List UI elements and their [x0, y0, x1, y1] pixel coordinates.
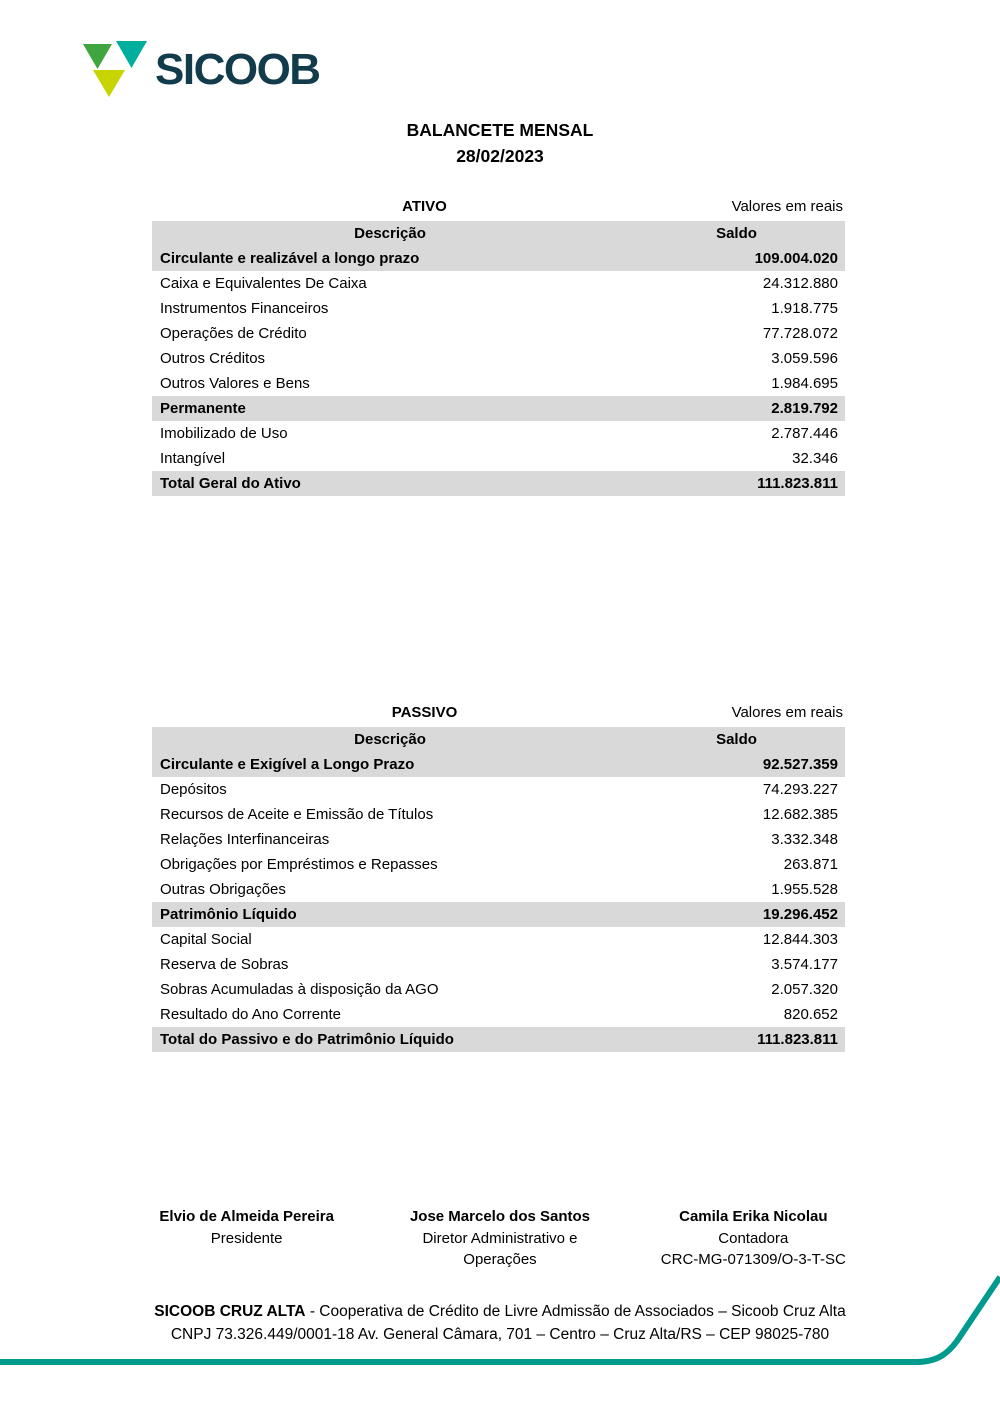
table-row [152, 246, 845, 271]
table-row [152, 952, 845, 977]
table-row [152, 752, 845, 777]
footer-line-1 [0, 1300, 1000, 1323]
row-value: 111.823.811 [757, 1031, 838, 1048]
column-header-description: Descrição [354, 225, 426, 242]
signature-name: Camila Erika Nicolau [679, 1208, 828, 1225]
row-value: 263.871 [783, 856, 838, 873]
table-row [152, 927, 845, 952]
passivo-table [152, 701, 845, 1052]
row-label: Instrumentos Financeiros [160, 300, 329, 317]
column-header-balance: Saldo [716, 225, 757, 242]
signature [627, 1206, 880, 1271]
row-label: Recursos de Aceite e Emissão de Títulos [160, 806, 434, 823]
brand-name: SICOOB [155, 44, 320, 94]
row-label: Relações Interfinanceiras [160, 831, 330, 848]
column-header-balance: Saldo [716, 731, 757, 748]
row-value: 12.682.385 [762, 806, 838, 823]
row-label: Patrimônio Líquido [160, 906, 297, 923]
row-value: 1.984.695 [771, 375, 838, 392]
ativo-table [152, 195, 845, 496]
row-value: 77.728.072 [762, 325, 838, 342]
table-row [152, 371, 845, 396]
table-row [152, 802, 845, 827]
row-label: Permanente [160, 400, 246, 417]
sicoob-logo [83, 38, 320, 100]
table-row [152, 877, 845, 902]
row-value: 111.823.811 [757, 475, 838, 492]
row-label: Total Geral do Ativo [160, 475, 301, 492]
table-row [152, 271, 845, 296]
unit-note: Valores em reais [731, 704, 843, 721]
row-value: 24.312.880 [762, 275, 838, 292]
row-label: Outros Valores e Bens [160, 375, 310, 392]
ativo-caption [152, 195, 845, 221]
title-line: BALANCETE MENSAL [406, 120, 594, 140]
row-value: 2.787.446 [771, 425, 838, 442]
table-row [152, 296, 845, 321]
table-row [152, 321, 845, 346]
signature-role: CRC-MG-071309/O-3-T-SC [660, 1251, 846, 1268]
row-value: 74.293.227 [762, 781, 838, 798]
row-label: Resultado do Ano Corrente [160, 1006, 341, 1023]
signature-block [120, 1206, 880, 1271]
row-value: 32.346 [792, 450, 838, 467]
signature [373, 1206, 626, 1271]
row-label: Reserva de Sobras [160, 956, 289, 973]
table-row [152, 852, 845, 877]
table-row [152, 396, 845, 421]
signature-name: Jose Marcelo dos Santos [409, 1208, 591, 1225]
signature-role: Diretor Administrativo e [422, 1229, 578, 1247]
table-row [152, 827, 845, 852]
row-value: 3.059.596 [771, 350, 838, 367]
signature-role: Contadora [718, 1229, 789, 1247]
table-header [152, 727, 845, 752]
footer-line-2: CNPJ 73.326.449/0001-18 Av. General Câmara, 701 – Centro – Cruz Alta/RS – CEP 98025-780 [170, 1326, 830, 1343]
footer-coop-description: - Cooperativa de Crédito de Livre Admissão de Associados – Sicoob Cruz Alta [305, 1303, 846, 1320]
row-label: Sobras Acumuladas à disposição da AGO [160, 981, 439, 998]
row-value: 12.844.303 [762, 931, 838, 948]
table-row [152, 1002, 845, 1027]
row-value: 2.819.792 [771, 400, 838, 417]
row-label: Operações de Crédito [160, 325, 307, 342]
row-label: Total do Passivo e do Patrimônio Líquido [160, 1031, 454, 1048]
signature-role: Presidente [210, 1229, 283, 1247]
document-title [0, 117, 1000, 169]
table-row [152, 977, 845, 1002]
row-label: Depósitos [160, 781, 227, 798]
section-title: PASSIVO [391, 704, 458, 721]
row-value: 19.296.452 [762, 906, 838, 923]
unit-note: Valores em reais [731, 198, 843, 215]
row-value: 3.574.177 [771, 956, 838, 973]
row-label: Circulante e Exigível a Longo Prazo [160, 756, 415, 773]
table-row [152, 346, 845, 371]
passivo-caption [152, 701, 845, 727]
table-row [152, 421, 845, 446]
row-value: 109.004.020 [754, 250, 838, 267]
row-value: 1.955.528 [771, 881, 838, 898]
row-label: Caixa e Equivalentes De Caixa [160, 275, 367, 292]
row-label: Obrigações por Empréstimos e Repasses [160, 856, 438, 873]
table-row [152, 777, 845, 802]
row-value: 820.652 [783, 1006, 838, 1023]
signature [120, 1206, 373, 1271]
row-label: Outros Créditos [160, 350, 266, 367]
table-row [152, 471, 845, 496]
column-header-description: Descrição [354, 731, 426, 748]
footer [0, 1300, 1000, 1346]
row-label: Circulante e realizável a longo prazo [160, 250, 420, 267]
row-value: 1.918.775 [771, 300, 838, 317]
table-row [152, 1027, 845, 1052]
signature-name: Elvio de Almeida Pereira [159, 1208, 334, 1225]
title-date: 28/02/2023 [456, 146, 544, 166]
table-row [152, 446, 845, 471]
row-label: Capital Social [160, 931, 252, 948]
row-label: Imobilizado de Uso [160, 425, 288, 442]
row-label: Outras Obrigações [160, 881, 286, 898]
signature-role: Operações [463, 1251, 537, 1268]
row-value: 3.332.348 [771, 831, 838, 848]
row-value: 2.057.320 [771, 981, 838, 998]
footer-coop-name: SICOOB CRUZ ALTA [154, 1303, 306, 1320]
row-label: Intangível [160, 450, 226, 467]
sicoob-triangles-icon [83, 41, 147, 98]
table-header [152, 221, 845, 246]
section-title: ATIVO [402, 198, 447, 215]
table-row [152, 902, 845, 927]
row-value: 92.527.359 [762, 756, 838, 773]
